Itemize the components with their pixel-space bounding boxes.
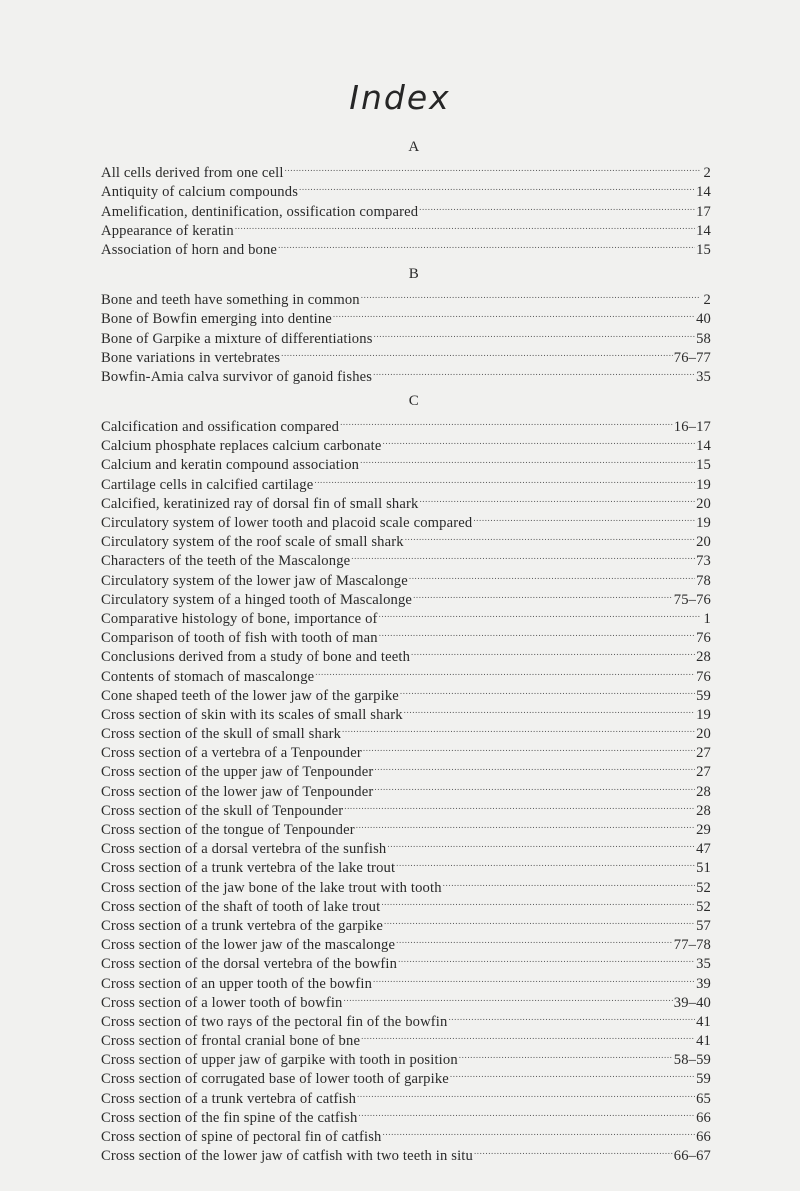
entry-page-number: 2 [703, 292, 711, 309]
entry-text: Calcification and ossification compared [101, 419, 340, 436]
section-letter: A [408, 139, 420, 155]
dot-leader [315, 661, 695, 680]
entry-page-number: 76 [696, 630, 711, 647]
dot-leader [443, 872, 695, 891]
entry-text: Amelification, dentinification, ossification compared [101, 203, 419, 220]
entry-page-number: 66 [696, 1129, 711, 1145]
dot-leader [450, 1064, 695, 1083]
entry-text: Cross section of an upper tooth of the bowfin [101, 975, 373, 992]
entry-page-number: 14 [696, 184, 711, 201]
entry-text: Cross section of the upper jaw of Tenpounder [101, 764, 374, 781]
section-letter: C [408, 392, 420, 409]
entry-page-number: 16–17 [673, 419, 711, 436]
entry-text: Cross section of the skull of small shark [101, 726, 342, 743]
dot-leader [396, 930, 673, 949]
entry-page-number: 57 [696, 917, 711, 934]
entry-text: Bone variations in vertebrates [101, 349, 281, 366]
entry-page-number: 35 [696, 956, 711, 973]
entry-text: Cross section of the shaft of tooth of lake trout [101, 898, 381, 915]
entry-page-number: 29 [696, 822, 711, 838]
dot-leader [344, 988, 673, 1007]
entry-text: Cone shaped teeth of the lower jaw of the garpike [101, 687, 399, 704]
dot-leader [396, 853, 695, 872]
entry-text: Cross section of corrugated base of lower tooth of garpike [101, 1071, 449, 1088]
entry-page-number: 41 [696, 1013, 711, 1030]
entry-text: Cross section of the lower jaw of catfish with two teeth in situ [101, 1148, 473, 1165]
entry-text: Cross section of a lower tooth of bowfin [101, 994, 343, 1011]
entry-page-number: 65 [696, 1090, 711, 1107]
entry-text: Cross section of a vertebra of a Tenpounder [101, 745, 362, 762]
entry-page-number: 51 [696, 860, 711, 877]
entry-page-number: 14 [696, 222, 711, 239]
entry-text: Cross section of the jaw bone of the lake trout with tooth [101, 879, 442, 896]
entry-text: Calcified, keratinized ray of dorsal fin of small shark [101, 495, 419, 512]
index-entry [101, 412, 711, 436]
entry-page-number: 19 [696, 476, 711, 493]
dot-leader [361, 1026, 695, 1045]
dot-leader [374, 776, 695, 795]
dot-leader [383, 1122, 696, 1141]
dot-leader [404, 700, 695, 719]
dot-leader [363, 738, 695, 757]
dot-leader [474, 1141, 673, 1160]
entry-text: Cross section of upper jaw of garpike with tooth in position [101, 1052, 458, 1069]
dot-leader [333, 304, 695, 323]
dot-leader [344, 796, 695, 815]
entry-page-number: 28 [696, 783, 711, 800]
entry-page-number: 76–77 [673, 349, 711, 366]
entry-page-number: 15 [696, 241, 711, 258]
entry-text: Cross section of the dorsal vertebra of the bowfin [101, 956, 398, 973]
entry-text: Circulatory system of the lower jaw of Mascalonge [101, 572, 408, 589]
entry-text: Cross section of a trunk vertebra of catfish [101, 1090, 357, 1107]
dot-leader [357, 1083, 695, 1102]
entry-text: Cross section of the skull of Tenpounder [101, 802, 344, 819]
dot-leader [278, 235, 695, 254]
entry-text: Characters of the teeth of the Mascalonge [101, 553, 351, 570]
entry-text: Circulatory system of a hinged tooth of Mascalonge [101, 591, 413, 608]
entry-text: Calcium and keratin compound association [101, 457, 360, 474]
entry-page-number: 20 [696, 495, 711, 512]
dot-leader [361, 285, 700, 304]
dot-leader [358, 1103, 695, 1122]
dot-leader [285, 158, 700, 177]
dot-leader [374, 323, 696, 342]
dot-leader [384, 911, 695, 930]
entry-text: Calcium phosphate replaces calcium carbonate [101, 438, 382, 455]
dot-leader [381, 892, 695, 911]
dot-leader [351, 546, 695, 565]
entry-text: Circulatory system of lower tooth and placoid scale compared [101, 515, 473, 531]
entry-page-number: 39–40 [673, 994, 711, 1011]
dot-leader [419, 196, 695, 215]
entry-page-number: 20 [696, 726, 711, 743]
entry-text: Bone and teeth have something in common [101, 292, 360, 309]
entry-page-number: 28 [696, 649, 711, 666]
entry-page-number: 28 [696, 802, 711, 819]
entry-page-number: 17 [696, 203, 711, 220]
entry-text: Contents of stomach of mascalonge [101, 668, 315, 685]
entry-text: Circulatory system of the roof scale of small shark [101, 534, 404, 551]
entry-page-number: 76 [696, 668, 711, 685]
entry-text: Comparison of tooth of fish with tooth of man [101, 630, 378, 647]
entry-text: Cross section of spine of pectoral fin of catfish [101, 1129, 382, 1145]
dot-leader [281, 343, 673, 362]
dot-leader [400, 681, 695, 700]
dot-leader [459, 1045, 673, 1064]
entry-page-number: 78 [696, 572, 711, 589]
entry-text: Bone of Bowfin emerging into dentine [101, 311, 332, 328]
dot-leader [340, 412, 673, 431]
entry-page-number: 66 [696, 1109, 711, 1126]
index-entry [101, 285, 711, 309]
entry-page-number: 19 [696, 515, 711, 531]
entry-page-number: 59 [696, 687, 711, 704]
entry-page-number: 27 [696, 745, 711, 762]
entry-text: Cross section of the tongue of Tenpounder [101, 822, 355, 838]
entry-text: Bowfin-Amia calva survivor of ganoid fishes [101, 368, 373, 385]
index-sections [101, 137, 711, 1165]
entry-text: Cross section of a trunk vertebra of the garpike [101, 917, 383, 934]
dot-leader [360, 450, 695, 469]
entry-page-number: 58 [696, 330, 711, 347]
entry-text: Comparative histology of bone, importance of [101, 610, 378, 627]
dot-leader [374, 757, 695, 776]
dot-leader [448, 1007, 695, 1026]
dot-leader [413, 585, 673, 604]
entry-page-number: 14 [696, 438, 711, 455]
entry-text: Cross section of skin with its scales of small shark [101, 706, 403, 723]
entry-text: Cross section of the lower jaw of Tenpounder [101, 783, 374, 800]
dot-leader [373, 362, 695, 381]
entry-page-number: 40 [696, 311, 711, 328]
entry-page-number: 1 [703, 610, 711, 627]
entry-text: Cross section of two rays of the pectoral fin of the bowfin [101, 1013, 448, 1030]
dot-leader [373, 968, 695, 987]
entry-text: Antiquity of calcium compounds [101, 184, 299, 201]
entry-page-number: 75–76 [673, 591, 711, 608]
entry-page-number: 59 [696, 1071, 711, 1088]
dot-leader [409, 565, 695, 584]
entry-page-number: 20 [696, 534, 711, 551]
dot-leader [419, 489, 695, 508]
entry-page-number: 58–59 [673, 1052, 711, 1069]
entry-page-number: 2 [703, 165, 711, 182]
dot-leader [387, 834, 695, 853]
entry-page-number: 52 [696, 879, 711, 896]
entry-page-number: 19 [696, 706, 711, 723]
entry-page-number: 52 [696, 898, 711, 915]
entry-text: Cross section of the fin spine of the catfish [101, 1109, 358, 1126]
dot-leader [379, 604, 700, 623]
entry-text: Conclusions derived from a study of bone and teeth [101, 649, 411, 666]
dot-leader [356, 815, 695, 834]
entry-text: Cartilage cells in calcified cartilage [101, 476, 314, 493]
entry-page-number: 77–78 [673, 937, 711, 954]
entry-page-number: 66–67 [673, 1148, 711, 1165]
entry-page-number: 73 [696, 553, 711, 570]
entry-text: All cells derived from one cell [101, 165, 284, 182]
entry-text: Appearance of keratin [101, 222, 234, 239]
dot-leader [398, 949, 695, 968]
dot-leader [314, 469, 695, 488]
entry-text: Cross section of frontal cranial bone of bne [101, 1033, 361, 1050]
entry-text: Association of horn and bone [101, 241, 278, 258]
section-letter: B [408, 265, 420, 282]
dot-leader [379, 623, 695, 642]
entry-page-number: 41 [696, 1033, 711, 1050]
dot-leader [299, 177, 695, 196]
entry-text: Cross section of a trunk vertebra of the lake trout [101, 860, 396, 877]
dot-leader [235, 216, 695, 235]
dot-leader [342, 719, 695, 738]
entry-page-number: 15 [696, 457, 711, 474]
entry-text: Bone of Garpike a mixture of differentiations [101, 330, 373, 347]
entry-page-number: 35 [696, 368, 711, 385]
entry-page-number: 47 [696, 841, 711, 858]
entry-text: Cross section of a dorsal vertebra of the sunfish [101, 841, 387, 858]
entry-page-number: 39 [696, 975, 711, 992]
index-entry [101, 158, 711, 182]
dot-leader [383, 431, 696, 450]
dot-leader [411, 642, 695, 661]
entry-text: Cross section of the lower jaw of the mascalonge [101, 937, 396, 954]
dot-leader [473, 508, 695, 527]
dot-leader [405, 527, 695, 546]
entry-page-number: 27 [696, 764, 711, 781]
page-title: Index [349, 78, 451, 117]
